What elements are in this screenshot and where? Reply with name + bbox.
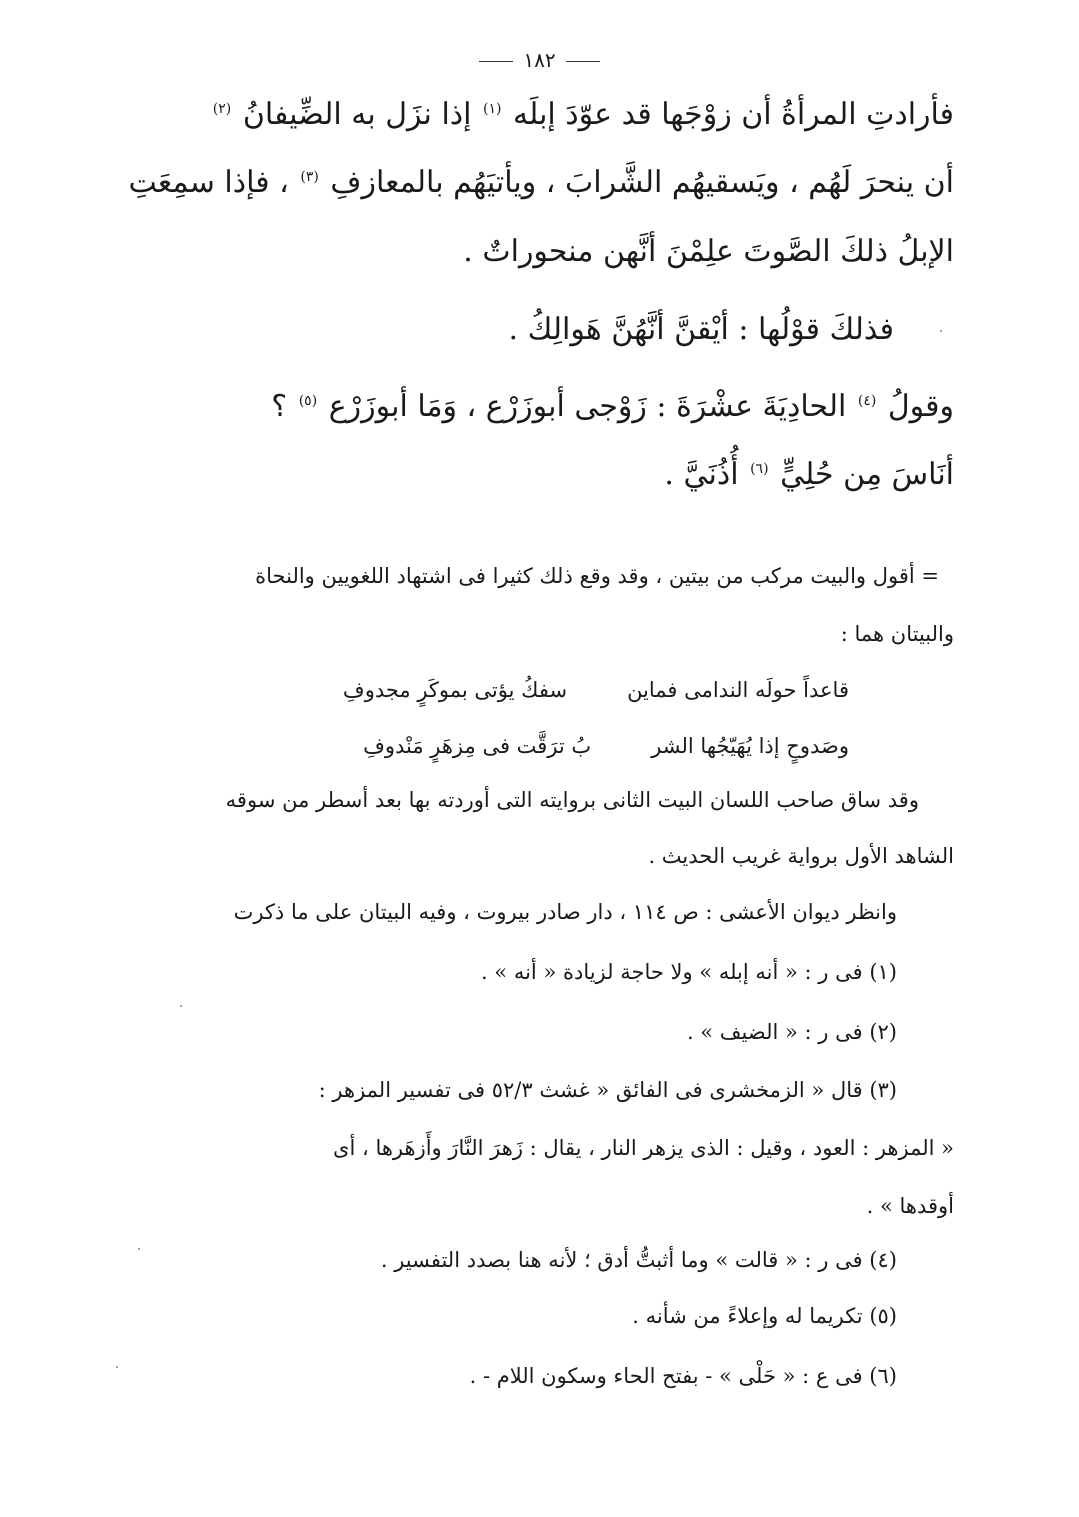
- page-number-dash-right: [566, 61, 600, 62]
- main-line-6-part-a: أنَاسَ مِن حُلِيٍّ: [780, 457, 954, 492]
- verse-2: [363, 734, 849, 758]
- footnote-6: (٦) فى ع : « حَلْى » - بفتح الحاء وسكون اللام - .: [469, 1364, 897, 1388]
- footnote-ref-1: (١): [483, 101, 502, 117]
- footnote-3: (٣) قال « الزمخشرى فى الفائق « غشث ٥٢/٣ فى تفسير المزهر :: [318, 1078, 897, 1102]
- footnote-5: (٥) تكريما له وإعلاءً من شأنه .: [632, 1304, 897, 1328]
- main-line-6-part-b: أُذُنَيَّ .: [664, 457, 739, 492]
- main-line-3-text: الإبلُ ذلكَ الصَّوتَ علِمْنَ أنَّهن منحوراتٌ .: [463, 234, 954, 269]
- page-number-dash-left: [479, 61, 513, 62]
- main-line-1-part-b: إذا نزَل به الضِّيفانُ: [242, 97, 472, 132]
- main-line-1-part-a: فأرادتِ المرأةُ أن زوْجَها قد عوّدَ إبلَه: [513, 97, 954, 132]
- main-line-3: [463, 234, 954, 269]
- verse-2-second-hemistich: بُ ترَقَّت فى مِزهَرٍ مَنْدوفِ: [363, 734, 592, 758]
- footnote-ref-3: (٣): [300, 169, 319, 185]
- page-number: [0, 48, 1079, 72]
- scan-speck: [116, 1366, 118, 1368]
- main-line-1: [211, 97, 954, 132]
- main-line-6: [664, 457, 954, 492]
- page-number-text: ١٨٢: [523, 48, 556, 72]
- note-paragraph-4: الشاهد الأول برواية غريب الحديث .: [648, 844, 954, 868]
- main-line-5: [271, 389, 954, 424]
- verse-1-second-hemistich: سفكُ يؤتى بموكَرٍ مجدوفِ: [342, 678, 568, 702]
- scan-speck: [940, 330, 942, 332]
- verse-1: [343, 678, 849, 702]
- footnote-1: (١) فى ر : « أنه إبله » ولا حاجة لزيادة « أنه » .: [480, 960, 897, 984]
- footnote-3-end: أوقدها » .: [866, 1194, 954, 1218]
- main-line-2-part-a: أن ينحرَ لَهُم ، ويَسقيهُم الشَّرابَ ، ويأتيَهُم بالمعازفِ: [330, 165, 954, 200]
- main-line-2: [128, 165, 954, 200]
- footnote-ref-6: (٦): [750, 461, 769, 477]
- note-paragraph-1: = أقول والبيت مركب من بيتين ، وقد وقع ذلك كثيرا فى اشتهاد اللغويين والنحاة: [255, 564, 939, 588]
- footnote-2: (٢) فى ر : « الضيف » .: [686, 1020, 897, 1044]
- scan-speck: [138, 1248, 140, 1250]
- main-line-4: [508, 312, 894, 347]
- verse-1-first-hemistich: قاعداً حولَه الندامى فماين: [627, 678, 849, 702]
- footnote-4: (٤) فى ر : « قالت » وما أثبتُّ أدق ؛ لأنه هنا بصدد التفسير .: [380, 1248, 897, 1272]
- footnote-ref-4: (٤): [857, 393, 877, 409]
- note-paragraph-2: والبيتان هما :: [840, 622, 954, 646]
- scan-speck: [180, 1005, 182, 1007]
- main-line-5-part-b: الحادِيَةَ عشْرَةَ : زَوْجى أبوزَرْع ، وَمَا أبوزَرْع: [328, 389, 847, 424]
- main-line-2-part-b: ، فإذا سمِعَتِ: [128, 165, 289, 200]
- footnote-3-continued: « المزهر : العود ، وقيل : الذى يزهر النار ، يقال : زَهرَ النَّارَ وأَزهَرها ، أى: [333, 1136, 954, 1160]
- main-line-5-part-a: وقولُ: [887, 389, 954, 424]
- note-paragraph-5: وانظر ديوان الأعشى : ص ١١٤ ، دار صادر بيروت ، وفيه البيتان على ما ذكرت: [233, 900, 897, 924]
- footnote-ref-5: (٥): [298, 393, 318, 409]
- verse-2-first-hemistich: وصَدوحٍ إذا يُهَيّجُها الشر: [651, 734, 849, 758]
- footnote-ref-2: (٢): [212, 101, 232, 117]
- main-line-5-part-c: ؟: [271, 389, 288, 424]
- main-line-4-text: فذلكَ قوْلُها : أيْقنَّ أنَّهُنَّ هَوالِكُ .: [508, 312, 894, 347]
- note-paragraph-3: وقد ساق صاحب اللسان البيت الثانى بروايته التى أوردته بها بعد أسطر من سوقه: [225, 788, 919, 812]
